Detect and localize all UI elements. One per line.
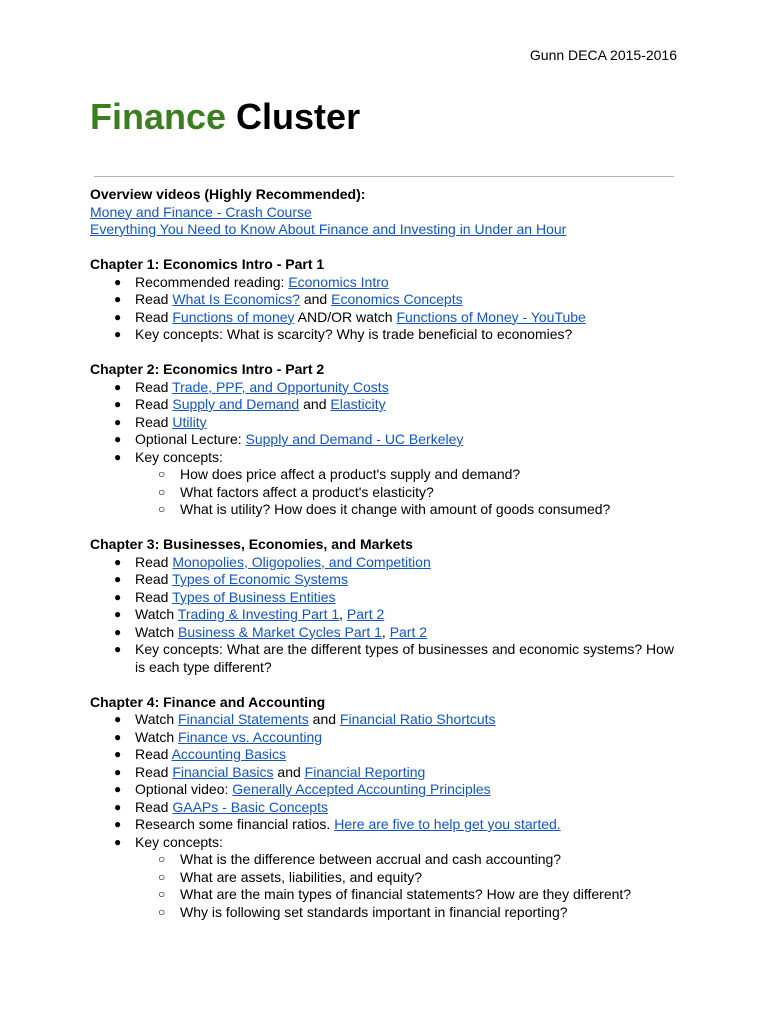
overview-link-crash-course[interactable]: Money and Finance - Crash Course: [90, 203, 312, 220]
list-item: [90, 764, 690, 782]
chapter-1-heading: Chapter 1: Economics Intro - Part 1: [90, 256, 325, 272]
link-economics-concepts[interactable]: Economics Concepts: [331, 291, 463, 307]
bullet-icon: ●: [114, 327, 122, 341]
list-item: [90, 606, 690, 624]
item-text: Optional video:: [135, 781, 233, 797]
item-text: Read: [135, 763, 173, 780]
circle-bullet-icon: ○: [158, 484, 166, 499]
list-item: [90, 799, 690, 817]
item-text: How does price affect a product's supply and demand?: [180, 466, 521, 482]
link-five-ratios[interactable]: Here are five to help get you started.: [334, 816, 561, 832]
item-text: Research some financial ratios.: [135, 816, 335, 832]
bullet-icon: ●: [114, 432, 122, 446]
item-text: Read: [135, 746, 172, 762]
link-market-cycles-part-1[interactable]: Business & Market Cycles Part 1: [178, 623, 382, 640]
circle-bullet-icon: ○: [158, 502, 166, 516]
bullet-icon: ●: [114, 782, 122, 796]
chapter-4-heading: Chapter 4: Finance and Accounting: [90, 693, 326, 710]
list-item: [90, 431, 690, 449]
link-elasticity[interactable]: Elasticity: [330, 396, 386, 412]
item-text: Read: [135, 291, 173, 307]
document-body: [90, 186, 690, 921]
sub-list-item: [135, 886, 690, 904]
chapter-3-section: [90, 536, 690, 676]
chapter-3-list: [90, 554, 690, 677]
bullet-icon: ●: [114, 397, 122, 411]
item-text: What is the difference between accrual and cash accounting?: [180, 851, 562, 867]
list-item: [90, 589, 690, 607]
item-text: and: [299, 291, 332, 307]
item-text: What factors affect a product's elasticity?: [180, 483, 434, 500]
item-text: Key concepts:: [135, 448, 223, 465]
overview-heading: Overview videos (Highly Recommended):: [90, 186, 366, 202]
chapter-2-heading: Chapter 2: Economics Intro - Part 2: [90, 361, 325, 377]
bullet-icon: ●: [114, 292, 122, 306]
item-text: Read: [135, 798, 173, 815]
item-text: What are the main types of financial statements? How are they different?: [180, 886, 632, 902]
list-item: [90, 711, 690, 729]
circle-bullet-icon: ○: [158, 904, 166, 919]
list-item: [90, 641, 690, 676]
chapter-1-list: [90, 274, 690, 344]
link-economic-systems[interactable]: Types of Economic Systems: [172, 571, 348, 587]
chapter-4-sublist: [135, 851, 690, 921]
list-item: [90, 449, 690, 519]
page-title: [90, 96, 360, 138]
sub-list-item: [135, 904, 690, 922]
circle-bullet-icon: ○: [158, 852, 166, 866]
bullet-icon: ●: [114, 572, 122, 586]
link-financial-ratio-shortcuts[interactable]: Financial Ratio Shortcuts: [339, 711, 496, 727]
bullet-icon: ●: [114, 554, 122, 569]
item-text: Key concepts: What is scarcity? Why is trade beneficial to economies?: [135, 326, 573, 342]
bullet-icon: ●: [114, 309, 122, 324]
bullet-icon: ●: [114, 712, 122, 726]
circle-bullet-icon: ○: [158, 887, 166, 901]
title-rest: Cluster: [226, 96, 361, 137]
link-financial-statements[interactable]: Financial Statements: [178, 711, 309, 727]
item-text: Read: [135, 396, 173, 412]
item-text: What are assets, liabilities, and equity?: [180, 868, 423, 885]
chapter-4-section: [90, 694, 690, 922]
bullet-icon: ●: [114, 379, 122, 394]
list-item: [90, 781, 690, 799]
bullet-icon: ●: [114, 642, 122, 656]
item-text: Key concepts: What are the different types of businesses and economic systems? How is each type different?: [135, 641, 675, 675]
link-monopolies[interactable]: Monopolies, Oligopolies, and Competition: [172, 553, 431, 570]
circle-bullet-icon: ○: [158, 869, 166, 884]
document-header-org: Gunn DECA 2015-2016: [529, 47, 677, 63]
item-text: and: [308, 711, 340, 727]
sub-list-item: [135, 466, 690, 484]
list-item: [90, 554, 690, 572]
chapter-2-section: [90, 361, 690, 519]
item-text: Key concepts:: [135, 833, 223, 850]
list-item: [90, 396, 690, 414]
bullet-icon: ●: [114, 764, 122, 779]
sub-list-item: [135, 869, 690, 887]
item-text: Read: [135, 571, 173, 587]
bullet-icon: ●: [114, 747, 122, 761]
link-trading-investing-part-2[interactable]: Part 2: [346, 606, 385, 622]
list-item: [90, 309, 690, 327]
circle-bullet-icon: ○: [158, 467, 166, 481]
sub-list-item: [135, 501, 690, 519]
item-text: AND/OR watch: [294, 308, 397, 325]
item-text: Recommended reading:: [135, 273, 289, 290]
link-financial-reporting[interactable]: Financial Reporting: [304, 763, 426, 780]
item-text: Read: [135, 378, 173, 395]
overview-link-finance-investing[interactable]: Everything You Need to Know About Finance and Investing in Under an Hour: [90, 221, 567, 237]
chapter-2-sublist: [135, 466, 690, 519]
link-trading-investing-part-1[interactable]: Trading & Investing Part 1: [177, 606, 340, 622]
link-supply-and-demand[interactable]: Supply and Demand: [172, 396, 300, 412]
item-text: Read: [135, 308, 173, 325]
bullet-icon: ●: [114, 817, 122, 831]
item-text: and: [273, 763, 305, 780]
item-text: Watch: [135, 606, 178, 622]
list-item: [90, 291, 690, 309]
list-item: [90, 834, 690, 922]
bullet-icon: ●: [114, 274, 122, 289]
link-trade-ppf[interactable]: Trade, PPF, and Opportunity Costs: [172, 378, 389, 395]
bullet-icon: ●: [114, 414, 122, 429]
item-text: Why is following set standards important in financial reporting?: [180, 903, 568, 920]
bullet-icon: ●: [114, 589, 122, 604]
link-utility[interactable]: Utility: [172, 413, 207, 430]
item-text: Read: [135, 553, 173, 570]
item-text: Optional Lecture:: [135, 431, 246, 447]
item-text: Read: [135, 413, 173, 430]
list-item: [90, 274, 690, 292]
item-text: ,: [339, 606, 347, 622]
link-what-is-economics[interactable]: What Is Economics?: [172, 291, 300, 307]
item-text: ,: [381, 623, 390, 640]
chapter-4-list: [90, 711, 690, 921]
bullet-icon: ●: [114, 624, 122, 639]
link-functions-of-money[interactable]: Functions of money: [172, 308, 295, 325]
sub-list-item: [135, 484, 690, 502]
bullet-icon: ●: [114, 607, 122, 621]
horizontal-divider: [94, 176, 674, 177]
item-text: Watch: [135, 711, 179, 727]
list-item: [90, 746, 690, 764]
bullet-icon: ●: [114, 834, 122, 849]
title-accent-word: Finance: [90, 96, 227, 137]
link-financial-basics[interactable]: Financial Basics: [172, 763, 274, 780]
list-item: [90, 729, 690, 747]
bullet-icon: ●: [114, 799, 122, 814]
link-economics-intro[interactable]: Economics Intro: [288, 273, 389, 290]
list-item: [90, 379, 690, 397]
item-text: What is utility? How does it change with amount of goods consumed?: [180, 501, 611, 517]
link-uc-berkeley-lecture[interactable]: Supply and Demand - UC Berkeley: [245, 431, 464, 447]
link-finance-vs-accounting[interactable]: Finance vs. Accounting: [178, 728, 323, 745]
list-item: [90, 624, 690, 642]
item-text: Watch: [135, 728, 179, 745]
item-text: Watch: [135, 623, 179, 640]
item-text: and: [299, 396, 331, 412]
overview-section: [90, 186, 690, 239]
link-business-entities[interactable]: Types of Business Entities: [172, 588, 336, 605]
link-gaaps-basic-concepts[interactable]: GAAPs - Basic Concepts: [172, 798, 328, 815]
link-functions-of-money-youtube[interactable]: Functions of Money - YouTube: [396, 308, 586, 325]
chapter-1-section: [90, 256, 690, 344]
list-item: [90, 571, 690, 589]
list-item: [90, 816, 690, 834]
link-gaap-video[interactable]: Generally Accepted Accounting Principles: [232, 781, 491, 797]
chapter-2-list: [90, 379, 690, 519]
list-item: [90, 414, 690, 432]
item-text: Read: [135, 588, 173, 605]
bullet-icon: ●: [114, 729, 122, 744]
list-item: [90, 326, 690, 344]
sub-list-item: [135, 851, 690, 869]
bullet-icon: ●: [114, 449, 122, 464]
chapter-3-heading: Chapter 3: Businesses, Economies, and Markets: [90, 536, 413, 552]
link-accounting-basics[interactable]: Accounting Basics: [171, 746, 286, 762]
link-market-cycles-part-2[interactable]: Part 2: [389, 623, 428, 640]
